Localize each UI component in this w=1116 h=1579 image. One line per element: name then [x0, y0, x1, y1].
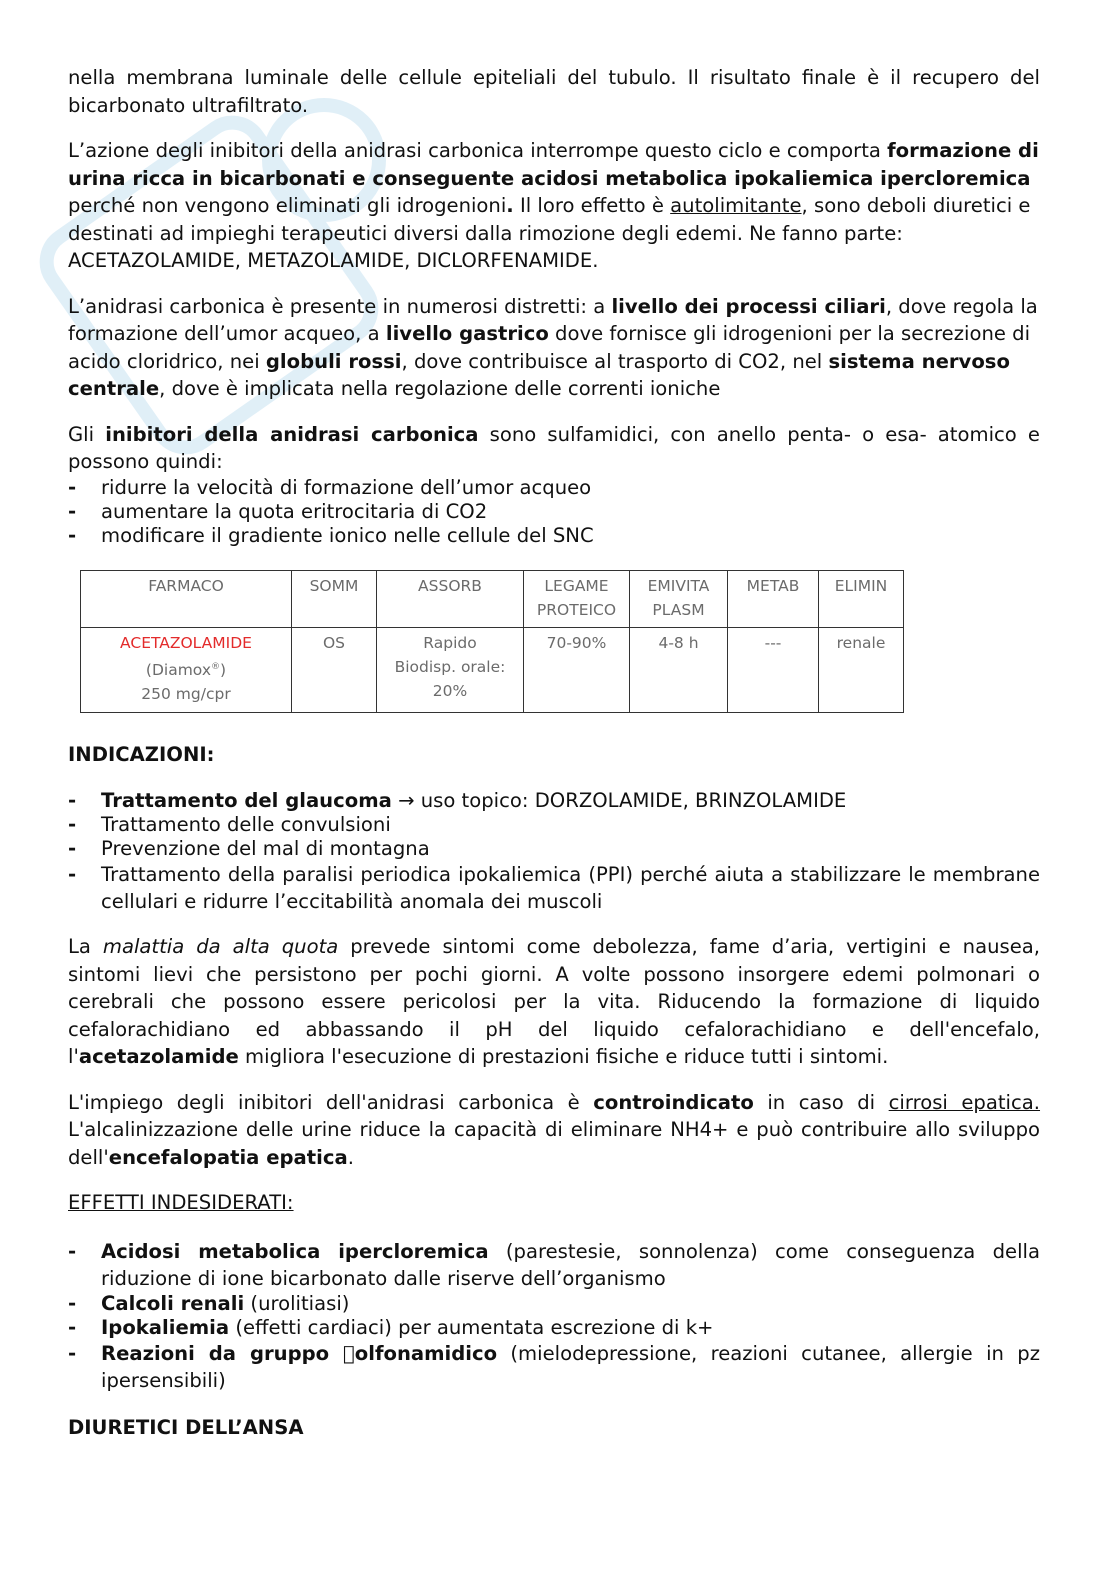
- list-item: - Reazioni da gruppo olfonamidico (mielodepressione, reazioni cutanee, allergie in pz ipersensibili): [68, 1340, 1040, 1394]
- header-legame-proteico: LEGAME PROTEICO: [524, 570, 630, 627]
- paragraph-controindicazioni: L'impiego degli inibitori dell'anidrasi carbonica è controindicato in caso di cirrosi epatica. L'alcalinizzazione delle urine riduce la capacità di eliminare NH4+ e può contribuire allo sviluppo dell'encefalopatia epatica.: [68, 1090, 1041, 1169]
- list-item: - ridurre la velocità di formazione dell’umor acqueo: [68, 476, 1040, 500]
- heading-effetti-indesiderati: EFFETTI INDESIDERATI:: [68, 1191, 294, 1214]
- heading-diuretici-ansa: DIURETICI DELL’ANSA: [68, 1415, 304, 1439]
- list-item: - modificare il gradiente ionico nelle cellule del SNC: [68, 524, 1040, 548]
- list-item: - Ipokaliemia (effetti cardiaci) per aumentata escrezione di k+: [68, 1316, 1040, 1340]
- header-assorb: ASSORB: [377, 570, 524, 627]
- header-metab: METAB: [728, 570, 819, 627]
- cell-metab: ---: [728, 627, 819, 712]
- header-emivita-plasm: EMIVITA PLASM: [630, 570, 728, 627]
- list-item: - Calcoli renali (urolitiasi): [68, 1292, 1040, 1316]
- bold-acidosi: formazione di urina ricca in bicarbonati e conseguente acidosi metabolica ipokaliemica ipercloremica: [68, 139, 1039, 190]
- list-item: - Trattamento della paralisi periodica ipokaliemica (PPI) perché aiuta a stabilizzare le membrane cellulari e ridurre l’eccitabilità anomala dei muscoli: [68, 861, 1040, 915]
- table-row: [81, 627, 904, 712]
- list-item: - Trattamento del glaucoma → uso topico: DORZOLAMIDE, BRINZOLAMIDE: [68, 789, 1040, 813]
- list-item: - aumentare la quota eritrocitaria di CO2: [68, 500, 1040, 524]
- cell-legame: 70-90%: [524, 627, 630, 712]
- drug-table: [80, 570, 904, 713]
- list-item: - Trattamento delle convulsioni: [68, 813, 1040, 837]
- cell-emivita: 4-8 h: [630, 627, 728, 712]
- list-item: - Prevenzione del mal di montagna: [68, 837, 1040, 861]
- paragraph-azione-inibitori: L’azione degli inibitori della anidrasi carbonica interrompe questo ciclo e comporta formazione di urina ricca in bicarbonati e conseguente acidosi metabolica ipokaliemica ipercloremica perché non vengono eliminati gli idrogenioni. Il loro effetto è autolimitante, sono deboli diuretici e destinati ad impieghi terapeutici diversi dalla rimozione degli edemi. Ne fanno parte: ACETAZOLAMIDE, METAZOLAMIDE, DICLORFENAMIDE.: [68, 139, 1039, 272]
- cell-farmaco: ACETAZOLAMIDE (Diamox®) 250 mg/cpr: [81, 627, 292, 712]
- header-farmaco: FARMACO: [81, 570, 292, 627]
- cell-elimin: renale: [819, 627, 904, 712]
- drug-name: ACETAZOLAMIDE: [120, 633, 252, 652]
- list-item: - Acidosi metabolica ipercloremica (parestesie, sonnolenza) come conseguenza della riduzione di ione bicarbonato dalle riserve dell’organismo: [68, 1238, 1040, 1292]
- drug-table-wrapper: [80, 570, 1040, 713]
- heading-indicazioni: INDICAZIONI:: [68, 742, 215, 766]
- paragraph-alta-quota: La malattia da alta quota prevede sintomi come debolezza, fame d’aria, vertigini e nausea, sintomi lievi che persistono per pochi giorni. A volte possono insorgere edemi polmonari o cerebrali che possono essere pericolosi per la vita. Riducendo la formazione di liquido cefalorachidiano ed abbassando il pH del liquido cefalorachidiano e dell'encefalo, l'acetazolamide migliora l'esecuzione di prestazioni fisiche e riduce tutti i sintomi.: [68, 935, 1040, 1068]
- paragraph-bicarbonato: nella membrana luminale delle cellule epiteliali del tubulo. Il risultato finale è il recupero del bicarbonato ultrafiltrato.: [68, 66, 1040, 117]
- effects-list: [68, 476, 1040, 548]
- paragraph-sulfamidici: Gli inibitori della anidrasi carbonica sono sulfamidici, con anello penta- o esa- atomico e possono quindi:: [68, 422, 1040, 473]
- header-somm: SOMM: [292, 570, 377, 627]
- effetti-list: [68, 1238, 1040, 1394]
- paragraph-distretti: L’anidrasi carbonica è presente in numerosi distretti: a livello dei processi ciliari, dove regola la formazione dell’umor acqueo, a livello gastrico dove fornisce gli idrogenioni per la secrezione di acido cloridrico, nei globuli rossi, dove contribuisce al trasporto di CO2, nel sistema nervoso centrale, dove è implicata nella regolazione delle correnti ioniche: [68, 294, 1038, 400]
- table-header-row: [81, 570, 904, 627]
- indicazioni-list: [68, 789, 1040, 915]
- document-page: [68, 64, 1040, 1441]
- header-elimin: ELIMIN: [819, 570, 904, 627]
- underline-autolimitante: autolimitante: [670, 194, 802, 217]
- cell-somm: OS: [292, 627, 377, 712]
- cell-assorb: Rapido Biodisp. orale: 20%: [377, 627, 524, 712]
